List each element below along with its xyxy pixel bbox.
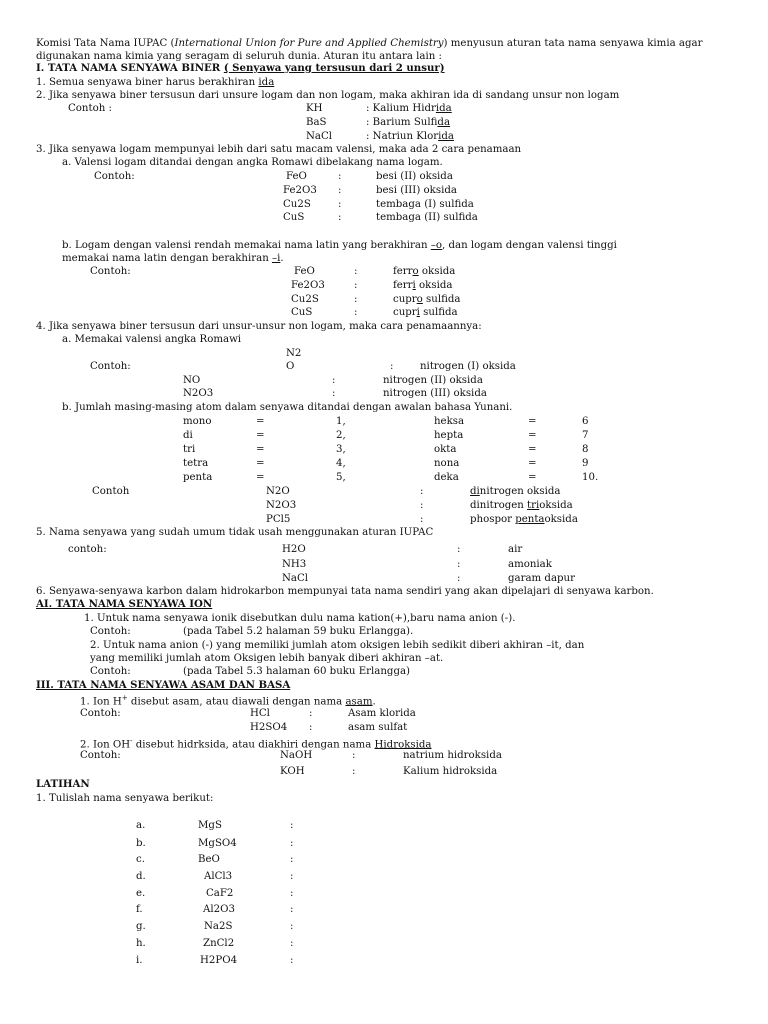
prefix-value: 10. [582,472,599,483]
base-rule: 2. Ion OH- disebut hidrksida, atau diakhiri dengan nama Hidroksida [80,737,432,751]
compound-name: cupri sulfida [393,307,458,318]
example-label: contoh: [68,544,107,555]
prefix-value: 4, [336,458,346,469]
equals: = [528,458,537,469]
section-1-subtitle: ( Senyawa yang tersusun dari 2 unsur) [223,62,445,74]
prefix-value: 8 [582,444,589,455]
section-1-heading [36,62,445,75]
colon: : [390,361,394,372]
prefix-value: 1, [336,416,346,427]
compound-name: asam sulfat [348,722,408,733]
formula: AlCl3 [204,871,233,882]
formula: O [286,361,295,372]
prefix: deka [434,472,459,483]
rule-text: 1. Semua senyawa biner harus berakhiran [36,77,259,88]
compound-name: ferri oksida [393,280,453,291]
rule-3a: a. Valensi logam ditandai dengan angka Romawi dibelakang nama logam. [62,157,443,168]
prefix-value: 2, [336,430,346,441]
compound-name: Kalium hidroksida [403,766,498,777]
prefix: di [183,430,193,441]
formula: N2 [286,348,302,359]
answer-blank: : [290,955,294,966]
compound-name: dinitrogen oksida [470,486,561,497]
table-reference: (pada Tabel 5.3 halaman 60 buku Erlangga) [183,666,411,677]
intro-text: ) menyusun aturan tata nama senyawa kimia agar [443,38,703,49]
rule-4b: b. Jumlah masing-masing atom dalam senyawa ditandai dengan awalan bahasa Yunani. [62,402,513,413]
equals: = [256,416,265,427]
prefix: nona [434,458,460,469]
colon: : [332,375,336,386]
rule-5: 5. Nama senyawa yang sudah umum tidak usah menggunakan aturan IUPAC [36,527,434,538]
example-label: Contoh: [90,361,131,372]
prefix: tetra [183,458,209,469]
ion-rule-2-line-1: 2. Untuk nama anion (-) yang memiliki jumlah atom oksigen lebih sedikit diberi akhiran –it, dan [90,640,585,651]
compound-name: Asam klorida [348,708,416,719]
formula: KOH [280,766,305,777]
answer-blank: : [290,854,294,865]
compound-name: besi (III) oksida [376,185,457,196]
item-letter: b. [136,838,146,849]
section-1-title: I. TATA NAMA SENYAWA BINER [36,62,224,74]
item-letter: g. [136,921,146,932]
formula: N2O3 [266,500,297,511]
answer-blank: : [290,938,294,949]
example-label: Contoh: [94,171,135,182]
colon: : [309,722,313,733]
intro-text: Komisi Tata Nama IUPAC ( [36,38,175,49]
colon: : [309,708,313,719]
compound-name: phospor pentaoksida [470,514,578,525]
answer-blank: : [290,888,294,899]
formula: N2O3 [183,388,214,399]
equals: = [256,430,265,441]
answer-blank: : [290,820,294,831]
colon: : [420,500,424,511]
compound-name: nitrogen (III) oksida [383,388,487,399]
formula: CuS [291,307,313,318]
answer-blank: : [290,838,294,849]
prefix: mono [183,416,212,427]
compound-name: dinitrogen trioksida [470,500,573,511]
prefix-value: 3, [336,444,346,455]
formula: BaS [306,117,327,128]
rule-3: 3. Jika senyawa logam mempunyai lebih dari satu macam valensi, maka ada 2 cara penamaan [36,144,522,155]
answer-blank: : [290,921,294,932]
formula: Fe2O3 [283,185,317,196]
colon: : [457,573,461,584]
formula: CaF2 [206,888,234,899]
formula: Al2O3 [203,904,235,915]
prefix-value: 6 [582,416,589,427]
intro-line-2: digunakan nama kimia yang seragam di seluruh dunia. Aturan itu antara lain : [36,51,442,62]
rule-3b-line-2: memakai nama latin dengan berakhiran –i. [62,253,284,264]
formula: H2SO4 [250,722,288,733]
formula: NaCl [282,573,309,584]
compound-name: : Barium Sulfida [366,117,451,128]
answer-blank: : [290,871,294,882]
item-letter: i. [136,955,143,966]
formula: CuS [283,212,305,223]
formula: BeO [198,854,220,865]
formula: MgSO4 [198,838,237,849]
compound-name: air [508,544,523,555]
intro-line-1 [36,37,702,50]
rule-6: 6. Senyawa-senyawa karbon dalam hidrokarbon mempunyai tata nama sendiri yang akan dipelajari di senyawa karbon. [36,586,654,597]
prefix: tri [183,444,196,455]
example-label: Contoh: [90,266,131,277]
example-label: Contoh [92,486,130,497]
rule-1 [36,76,274,89]
compound-name: : Natriun Klorida [366,131,454,142]
compound-name: tembaga (I) sulfida [376,199,474,210]
compound-name: tembaga (II) sulfida [376,212,478,223]
equals: = [528,444,537,455]
formula: Fe2O3 [291,280,325,291]
compound-name: besi (II) oksida [376,171,453,182]
ion-rule-2-line-2: yang memiliki jumlah atom Oksigen lebih banyak diberi akhiran –at. [90,653,444,664]
formula: NaCl [306,131,333,142]
section-2-heading: AI. TATA NAMA SENYAWA ION [36,598,213,610]
table-reference: (pada Tabel 5.2 halaman 59 buku Erlangga). [183,626,414,637]
equals: = [256,444,265,455]
example-label: Contoh: [90,626,131,637]
item-letter: c. [136,854,145,865]
rule-2: 2. Jika senyawa biner tersusun dari unsure logam dan non logam, maka akhiran ida di sandang unsur non logam [36,90,620,101]
section-3-heading: III. TATA NAMA SENYAWA ASAM DAN BASA [36,679,291,691]
colon: : [338,171,342,182]
rule-4: 4. Jika senyawa biner tersusun dari unsur-unsur non logam, maka cara penamaannya: [36,321,482,332]
example-label: Contoh: [90,666,131,677]
example-label: Contoh: [80,708,121,719]
formula: NaOH [280,750,313,761]
colon: : [420,486,424,497]
colon: : [352,766,356,777]
answer-blank: : [290,904,294,915]
compound-name: nitrogen (II) oksida [383,375,483,386]
formula: Cu2S [283,199,311,210]
compound-name: nitrogen (I) oksida [420,361,516,372]
rule-4a: a. Memakai valensi angka Romawi [62,334,242,345]
equals: = [256,472,265,483]
formula: FeO [286,171,307,182]
item-letter: d. [136,871,146,882]
suffix-ida: ida [258,77,275,88]
item-letter: f. [136,904,143,915]
colon: : [354,280,358,291]
prefix-value: 7 [582,430,589,441]
colon: : [352,750,356,761]
rule-3b-line-1: b. Logam dengan valensi rendah memakai nama latin yang berakhiran –o, dan logam dengan valensi tinggi [62,240,617,251]
colon: : [354,294,358,305]
exercise-heading: LATIHAN [36,778,90,790]
prefix: hepta [434,430,464,441]
colon: : [457,544,461,555]
compound-name: : Kalium Hidrida [366,103,452,114]
prefix: heksa [434,416,465,427]
ion-rule-1: 1. Untuk nama senyawa ionik disebutkan dulu nama kation(+),baru nama anion (-). [84,613,516,624]
acid-rule: 1. Ion H+ disebut asam, atau diawali dengan nama asam. [80,694,376,708]
compound-name: cupro sulfida [393,294,461,305]
formula: HCl [250,708,270,719]
compound-name: amoniak [508,559,552,570]
formula: H2O [282,544,306,555]
formula: PCl5 [266,514,291,525]
formula: NH3 [282,559,307,570]
formula: FeO [294,266,315,277]
item-letter: h. [136,938,146,949]
formula: Cu2S [291,294,319,305]
iupac-full-name: International Union for Pure and Applied Chemistry [174,38,444,49]
colon: : [354,266,358,277]
formula: Na2S [204,921,233,932]
colon: : [354,307,358,318]
example-label: Contoh : [68,103,112,114]
colon: : [338,212,342,223]
prefix: penta [183,472,213,483]
colon: : [338,199,342,210]
item-letter: a. [136,820,146,831]
prefix-value: 5, [336,472,346,483]
example-label: Contoh: [80,750,121,761]
formula: N2O [266,486,290,497]
prefix-value: 9 [582,458,589,469]
equals: = [256,458,265,469]
colon: : [420,514,424,525]
item-letter: e. [136,888,146,899]
formula: MgS [198,820,222,831]
prefix: okta [434,444,457,455]
compound-name: natrium hidroksida [403,750,502,761]
equals: = [528,472,537,483]
compound-name: garam dapur [508,573,575,584]
colon: : [338,185,342,196]
exercise-question: 1. Tulislah nama senyawa berikut: [36,793,214,804]
formula: H2PO4 [200,955,238,966]
colon: : [457,559,461,570]
colon: : [332,388,336,399]
compound-name: ferro oksida [393,266,456,277]
equals: = [528,430,537,441]
formula: ZnCl2 [203,938,235,949]
formula: KH [306,103,323,114]
formula: NO [183,375,201,386]
equals: = [528,416,537,427]
